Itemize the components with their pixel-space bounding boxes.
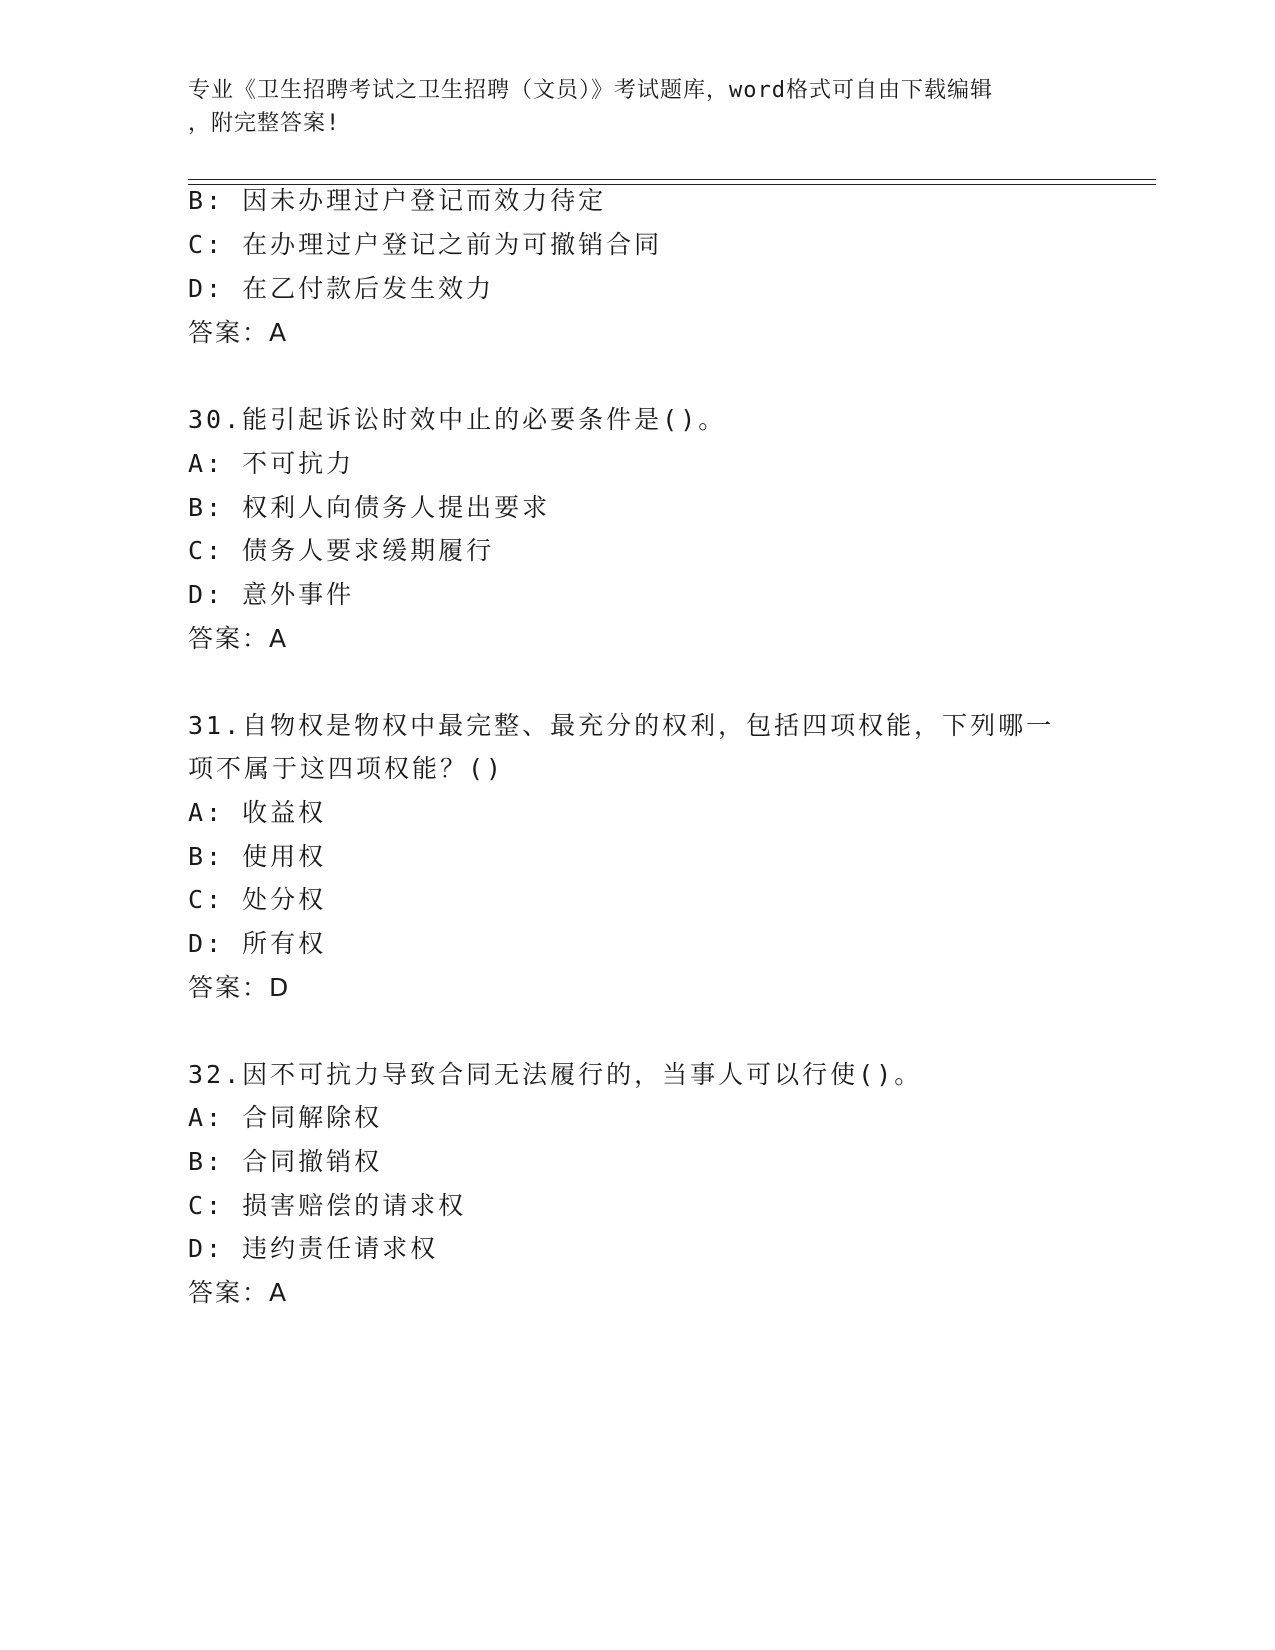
option-c: C: 在办理过户登记之前为可撤销合同 [188, 230, 663, 259]
question-31-line-1: 31.自物权是物权中最完整、最充分的权利，包括四项权能，下列哪一 [188, 711, 1055, 740]
option-b: B: 合同撤销权 [188, 1147, 383, 1176]
header-divider-top [188, 179, 1156, 180]
option-d: D: 意外事件 [188, 580, 355, 609]
option-c: C: 处分权 [188, 885, 327, 914]
option-d: D: 在乙付款后发生效力 [188, 274, 495, 303]
option-d: D: 违约责任请求权 [188, 1234, 439, 1263]
question-31-line-2: 项不属于这四项权能？() [188, 754, 505, 783]
question-32: 32.因不可抗力导致合同无法履行的，当事人可以行使()。 [188, 1060, 923, 1089]
answer: 答案：A [188, 624, 289, 653]
option-a: A: 收益权 [188, 798, 327, 827]
answer: 答案：A [188, 318, 289, 347]
option-b: B: 因未办理过户登记而效力待定 [188, 186, 607, 215]
option-a: A: 合同解除权 [188, 1103, 383, 1132]
header-line-2: ，附完整答案! [188, 111, 341, 136]
header-line-1: 专业《卫生招聘考试之卫生招聘（文员）》考试题库，word格式可自由下载编辑 [188, 78, 993, 103]
option-c: C: 债务人要求缓期履行 [188, 536, 495, 565]
option-b: B: 使用权 [188, 842, 327, 871]
option-a: A: 不可抗力 [188, 449, 355, 478]
option-c: C: 损害赔偿的请求权 [188, 1191, 467, 1220]
option-d: D: 所有权 [188, 929, 327, 958]
option-b: B: 权利人向债务人提出要求 [188, 493, 551, 522]
answer: 答案：D [188, 973, 291, 1002]
document-header [188, 74, 1088, 140]
answer: 答案：A [188, 1278, 289, 1307]
question-30: 30.能引起诉讼时效中止的必要条件是()。 [188, 405, 727, 434]
